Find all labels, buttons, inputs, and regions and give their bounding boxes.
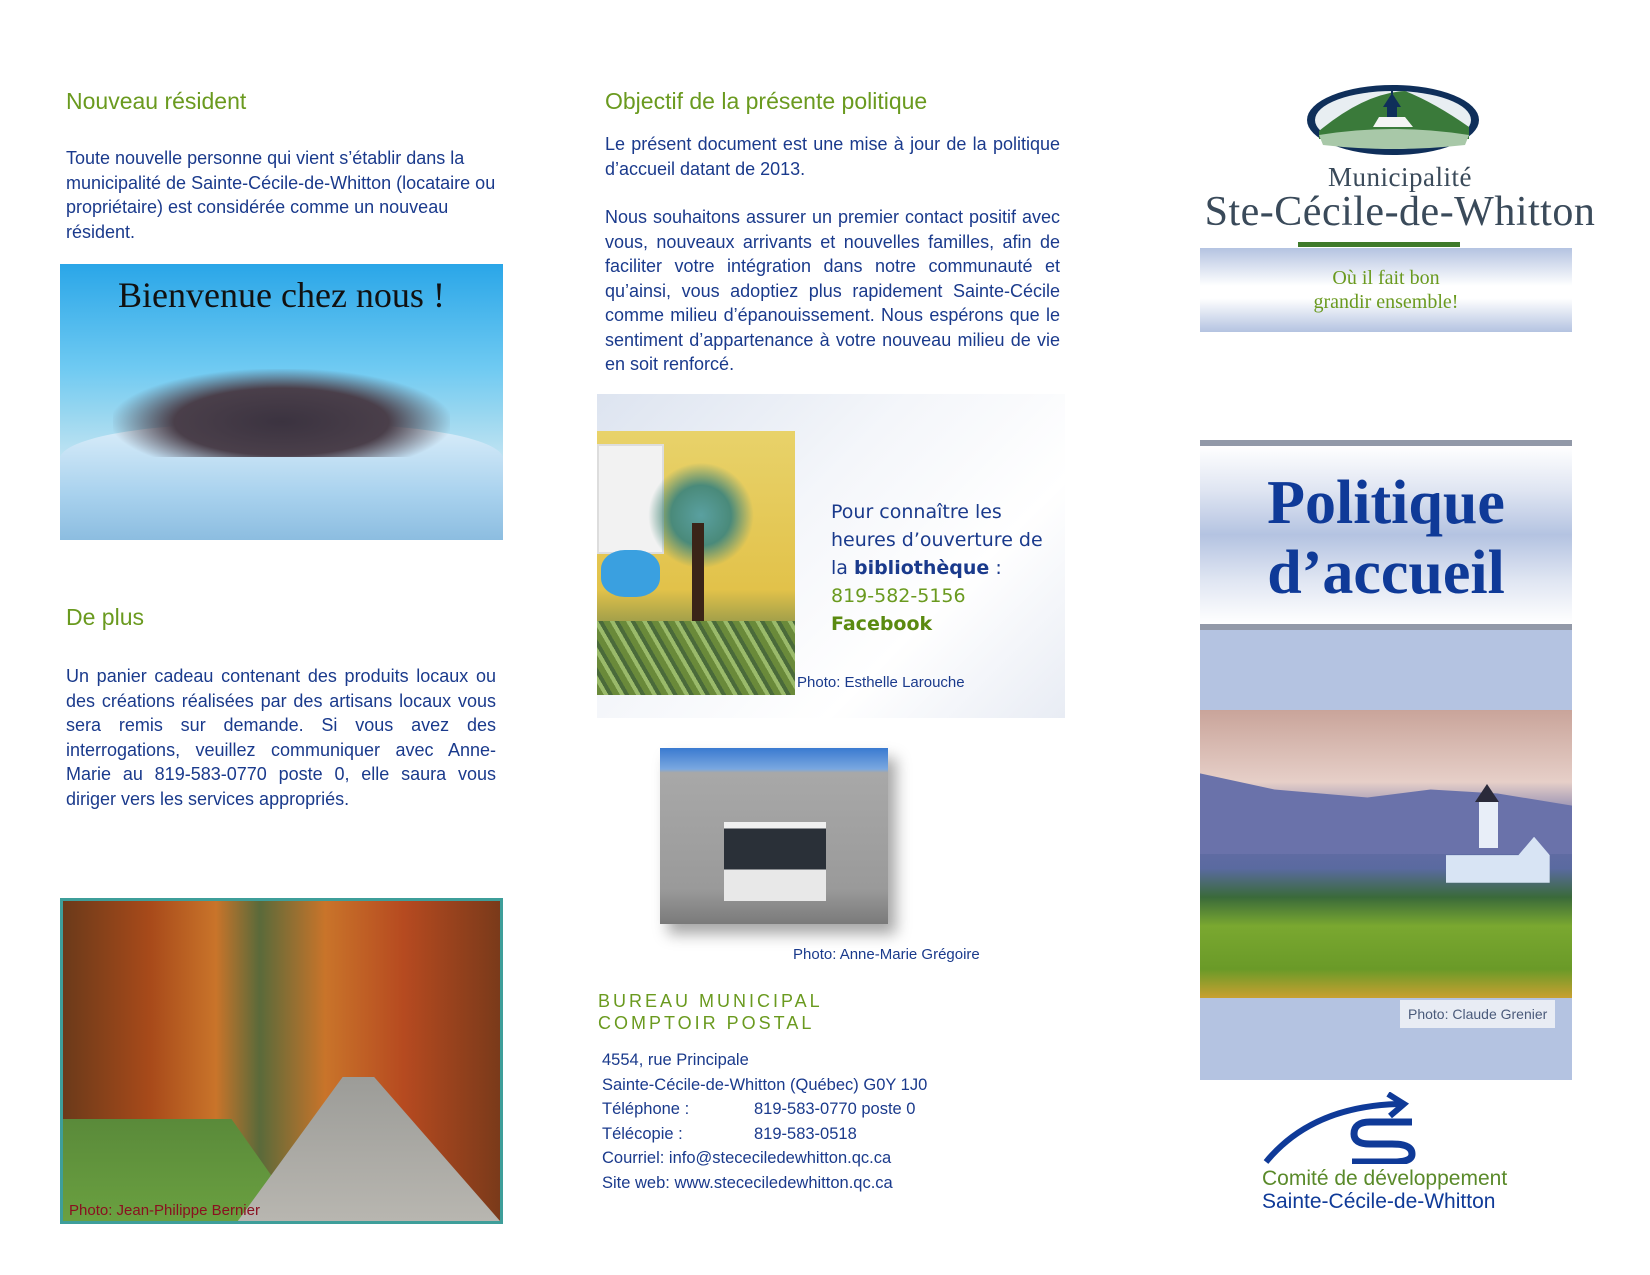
mountain-church-icon bbox=[1305, 83, 1481, 157]
library-photo bbox=[597, 431, 795, 695]
facebook-link[interactable]: Facebook bbox=[831, 613, 933, 635]
bureau-address: 4554, rue Principale bbox=[602, 1051, 749, 1069]
welcome-banner: Bienvenue chez nous ! bbox=[118, 275, 445, 315]
library-hours-text bbox=[831, 498, 1061, 638]
title-line-2: d’accueil bbox=[1267, 539, 1505, 607]
landscape-photo-credit: Photo: Claude Grenier bbox=[1400, 1000, 1555, 1028]
objectif-paragraph-2: Nous souhaitons assurer un premier contact positif avec vous, nouveaux arrivants et nouvelles familles, afin de faciliter votre intégration dans notre communauté et qu’ainsi, vous adoptiez plus rapidement Sainte-Cécile comme milieu d’épanouissement. Nous espérons que le sentiment d’appartenance à votre nouveau milieu de vie en soit renforcé. bbox=[605, 207, 1060, 374]
fax-row bbox=[602, 1122, 1022, 1147]
bureau-contact-block bbox=[602, 1048, 1022, 1195]
library-line-2: heures d’ouverture de bbox=[831, 529, 1043, 551]
phone-label: Téléphone : bbox=[602, 1100, 690, 1118]
fax-value: 819-583-0518 bbox=[754, 1124, 857, 1143]
church-steeple bbox=[1479, 802, 1498, 848]
logo-municipalite: Municipalité bbox=[1328, 162, 1472, 192]
welcome-snow-photo bbox=[60, 264, 503, 540]
striped-pillows bbox=[597, 621, 795, 695]
nouveau-resident-heading: Nouveau résident bbox=[66, 88, 247, 114]
bureau-city: Sainte-Cécile-de-Whitton (Québec) G0Y 1J0 bbox=[602, 1075, 928, 1094]
tagline-line-1: Où il fait bon bbox=[1332, 267, 1440, 289]
phone-value[interactable]: 819-583-0770 poste 0 bbox=[754, 1100, 916, 1118]
village-landscape-photo bbox=[1200, 710, 1572, 998]
email-link[interactable]: Courriel: info@stececiledewhitton.qc.ca bbox=[602, 1149, 892, 1167]
bureau-heading bbox=[598, 990, 823, 1034]
fax-label: Télécopie : bbox=[602, 1124, 683, 1143]
library-line-3-suffix: : bbox=[989, 557, 1002, 579]
municipality-logo-emblem bbox=[1305, 83, 1481, 157]
library-photo-credit: Photo: Esthelle Larouche bbox=[797, 674, 965, 691]
glass-bay-entrance bbox=[724, 822, 827, 901]
title-line-1: Politique bbox=[1267, 469, 1505, 537]
library-line-3 bbox=[831, 554, 1061, 582]
library-line-3-prefix: la bbox=[831, 557, 854, 579]
crowd-of-people bbox=[113, 369, 450, 457]
comite-line-1: Comité de développement bbox=[1262, 1167, 1508, 1190]
comite-line-2: Sainte-Cécile-de-Whitton bbox=[1262, 1190, 1496, 1213]
library-info-panel bbox=[597, 394, 1065, 718]
de-plus-text: Un panier cadeau contenant des produits locaux ou des créations réalisées par des artisans locaux vous sera remis sur demande. Si vous avez des interrogations, veuillez communiquer avec Anne-Marie au 819-583-0770 poste 0, elle saura vous diriger vers les services appropriés. bbox=[66, 666, 496, 809]
tree-mural-trunk bbox=[692, 523, 704, 629]
comite-logo bbox=[1262, 1092, 1422, 1164]
mountains bbox=[1200, 773, 1572, 854]
library-line-1: Pour connaître les bbox=[831, 501, 1002, 523]
library-bold-word: bibliothèque bbox=[853, 557, 990, 579]
municipal-building-photo bbox=[660, 748, 888, 924]
autumn-photo-credit: Photo: Jean-Philippe Bernier bbox=[69, 1202, 260, 1219]
phone-row bbox=[602, 1097, 1022, 1122]
objectif-heading: Objectif de la présente politique bbox=[605, 88, 928, 114]
logo-green-rule bbox=[1298, 242, 1460, 247]
library-phone[interactable]: 819-582-5156 bbox=[831, 585, 966, 607]
cloud-sign bbox=[601, 550, 660, 598]
gravel-road bbox=[238, 1077, 500, 1221]
bureau-heading-line-1: BUREAU MUNICIPAL bbox=[598, 991, 823, 1011]
de-plus-heading: De plus bbox=[66, 604, 144, 630]
tagline-line-2: grandir ensemble! bbox=[1313, 291, 1459, 313]
autumn-road-photo bbox=[60, 898, 503, 1224]
s-arrow-icon bbox=[1262, 1092, 1422, 1164]
building-photo-credit: Photo: Anne-Marie Grégoire bbox=[793, 946, 980, 963]
logo-municipality-name: Ste-Cécile-de-Whitton bbox=[1204, 189, 1596, 235]
nouveau-resident-text: Toute nouvelle personne qui vient s’établir dans la municipalité de Sainte-Cécile-de-Whitton (locataire ou propriétaire) est considérée comme un nouveau résident. bbox=[66, 148, 496, 242]
website-link[interactable]: Site web: www.stececiledewhitton.qc.ca bbox=[602, 1173, 893, 1192]
bureau-heading-line-2: COMPTOIR POSTAL bbox=[598, 1013, 815, 1033]
title-band bbox=[1200, 446, 1572, 624]
objectif-paragraph-1: Le présent document est une mise à jour de la politique d’accueil datant de 2013. bbox=[605, 134, 1060, 179]
tagline-band bbox=[1200, 248, 1572, 332]
